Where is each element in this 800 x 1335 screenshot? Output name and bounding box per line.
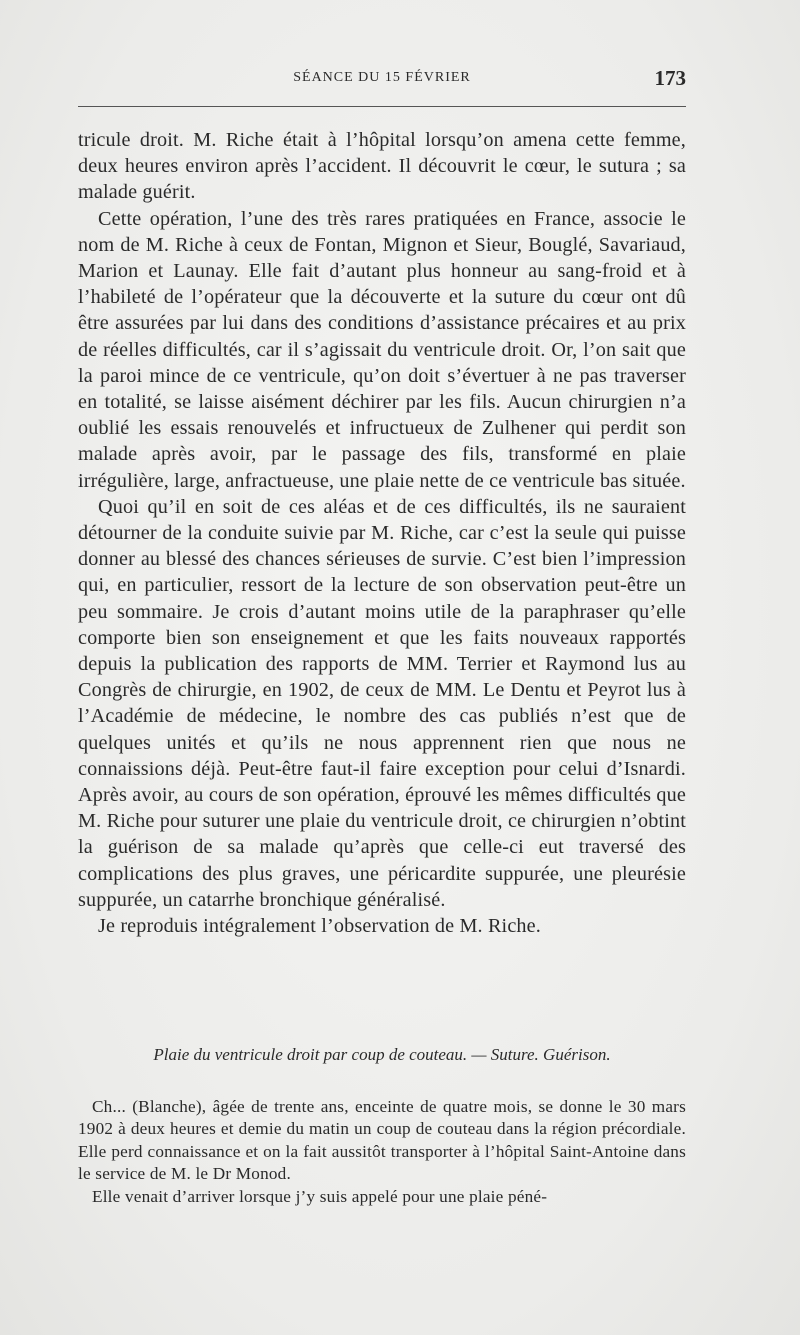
header-rule bbox=[78, 106, 686, 107]
paragraph-discussion: Quoi qu’il en soit de ces aléas et de ces difficultés, ils ne sauraient détourner de la conduite suivie par M. Riche, car c’est la seule qui puisse donner au blessé des chances sérieuses de survie. C’est bien l’impression qui, en particulier, ressort de la lecture de son observation peut-être un peu sommaire. Je crois d’autant moins utile de la paraphraser qu’elle comporte bien son enseignement et que les faits nouveaux rapportés depuis la publication des rapports de MM. Terrier et Raymond lus au Congrès de chirurgie, en 1902, de ceux de MM. Le Dentu et Peyrot lus à l’Académie de médecine, le nombre des cas publiés n’est que de quelques unités et qu’ils ne nous apprennent rien que nous ne connaissions déjà. Peut-être faut-il faire exception pour celui d’Isnardi. Après avoir, au cours de son opération, éprouvé les mêmes difficultés que M. Riche pour suturer une plaie du ventricule droit, ce chirurgien n’obtint la guérison de sa malade qu’après que celle-ci eut traversé des complications des plus graves, une péricardite suppurée, une pleurésie suppurée, un catarrhe bronchique généralisé. bbox=[78, 495, 686, 911]
observation-text bbox=[78, 1096, 686, 1208]
observation-paragraph: Elle venait d’arriver lorsque j’y suis appelé pour une plaie péné- bbox=[92, 1186, 548, 1206]
observation-title: Plaie du ventricule droit par coup de couteau. — Suture. Guérison. bbox=[153, 1045, 611, 1064]
paragraph-intro-observation: Je reproduis intégralement l’observation de M. Riche. bbox=[98, 915, 541, 938]
observation-paragraph: Ch... (Blanche), âgée de trente ans, enceinte de quatre mois, se donne le 30 mars 1902 à deux heures et demie du matin un coup de couteau dans la région précordiale. Elle perd connaissance et on la fait aussitôt transporter à l’hôpital Saint-Antoine dans le service de M. le Dr Monod. bbox=[78, 1097, 686, 1184]
page-number: 173 bbox=[654, 66, 686, 90]
page-header bbox=[78, 64, 686, 94]
paragraph-continuation: tricule droit. M. Riche était à l’hôpital lorsqu’on amena cette femme, deux heures environ après l’accident. Il découvrit le cœur, le sutura ; sa malade guérit. bbox=[78, 129, 686, 204]
paragraph-operation: Cette opération, l’une des très rares pratiquées en France, associe le nom de M. Riche à ceux de Fontan, Mignon et Sieur, Bouglé, Savariaud, Marion et Launay. Elle fait d’autant plus honneur au sang-froid et à l’habileté de l’opérateur que la découverte et la suture du cœur ont dû être assurées par lui dans des conditions d’assistance précaires et au prix de réelles difficultés, car il s’agissait du ventricule droit. Or, l’on sait que la paroi mince de ce ventricule, qu’on doit s’évertuer à ne pas traverser en totalité, se laisse aisément déchirer par les fils. Aucun chirurgien n’a oublié les essais renouvelés et infructueux de Zulhener qui perdit son malade après avoir, par le passage des fils, transformé en plaie irrégulière, large, anfractueuse, une plaie nette de ce ventricule bas située. bbox=[78, 207, 686, 492]
running-head: SÉANCE DU 15 FÉVRIER bbox=[293, 70, 471, 85]
main-text bbox=[78, 127, 686, 939]
